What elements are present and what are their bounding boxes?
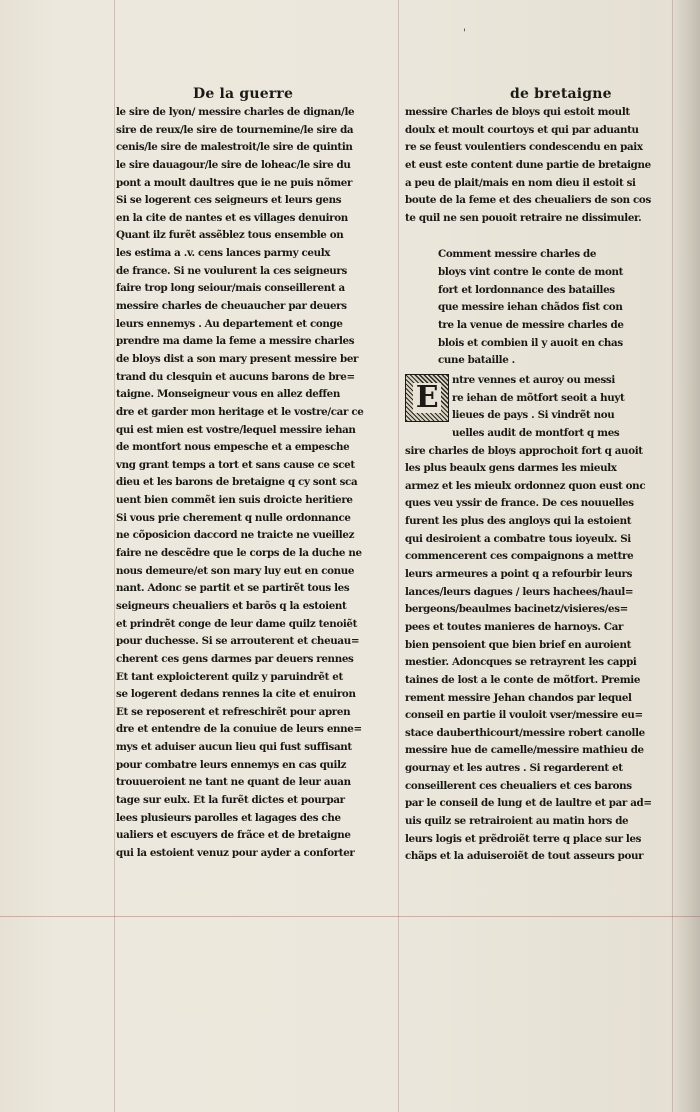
chapter-heading bbox=[438, 246, 668, 369]
text-line: taigne. Monseigneur vous en allez deffen bbox=[116, 388, 340, 401]
text-line: a peu de plait/mais en nom dieu il estoit si bbox=[405, 176, 636, 189]
text-line: ualiers et escuyers de frãce et de bretaigne bbox=[116, 829, 351, 842]
text-line: tre la venue de messire charles de bbox=[438, 319, 624, 332]
text-line: tage sur eulx. Et la furẽt dictes et pourpar bbox=[116, 793, 345, 806]
text-line: uent bien commẽt ien suis droicte heritiere bbox=[116, 494, 353, 507]
running-head-left: De la guerre bbox=[193, 86, 294, 102]
text-line: Et tant exploicterent quilz y paruindrẽt et bbox=[116, 670, 343, 683]
right-column-top-text bbox=[405, 104, 669, 227]
text-line: taines de lost a le conte de mõtfort. Premie bbox=[405, 673, 641, 686]
text-line: sire charles de bloys approchoit fort q auoit bbox=[405, 444, 643, 457]
text-line: uelles audit de montfort q mes bbox=[452, 426, 620, 439]
text-line: pour duchesse. Si se arrouterent et cheuau= bbox=[116, 635, 360, 648]
text-line: leurs armeures a point q a refourbir leurs bbox=[405, 568, 633, 581]
text-line: cenis/le sire de malestroit/le sire de quintin bbox=[116, 141, 353, 154]
text-line: ntre vennes et auroy ou messi bbox=[452, 373, 615, 386]
text-line: sire de reux/le sire de tournemine/le sire da bbox=[116, 123, 354, 136]
text-line: Comment messire charles de bbox=[438, 248, 597, 261]
text-line: le sire de lyon/ messire charles de dignan/le bbox=[116, 106, 355, 118]
text-line: furent les plus des angloys qui la estoient bbox=[405, 515, 632, 528]
text-line: cherent ces gens darmes par deuers rennes bbox=[116, 652, 354, 665]
text-line: les estima a .v. cens lances parmy ceulx bbox=[116, 247, 331, 260]
text-line: de montfort nous empesche et a empesche bbox=[116, 441, 350, 454]
initial-letter: E bbox=[413, 383, 442, 413]
text-line: messire charles de cheuaucher par deuers bbox=[116, 300, 347, 313]
top-mark: ' bbox=[463, 28, 466, 39]
text-line: bloys vint contre le conte de mont bbox=[438, 266, 624, 279]
chapter-paragraph bbox=[405, 372, 669, 866]
text-line: conseil en partie il vouloit vser/messire eu= bbox=[405, 709, 643, 722]
text-line: dieu et les barons de bretaigne q cy sont sca bbox=[116, 476, 358, 489]
text-line: se logerent dedans rennes la cite et enuiron bbox=[116, 688, 356, 701]
text-line: faire trop long seiour/mais conseillerent a bbox=[116, 282, 345, 295]
text-line: pont a moult daultres que ie ne puis nõmer bbox=[116, 176, 353, 189]
text-line: commencerent ces compaignons a mettre bbox=[405, 550, 634, 563]
text-line: qui est mien est vostre/lequel messire iehan bbox=[116, 423, 356, 436]
left-text-column bbox=[116, 104, 394, 863]
text-line: mestier. Adoncques se retrayrent les cappi bbox=[405, 656, 637, 669]
text-line: te quil ne sen pouoit retraire ne dissimuler. bbox=[405, 211, 642, 224]
text-line: leurs logis et prẽdroiẽt terre q place sur les bbox=[405, 832, 642, 845]
text-line: le sire dauagour/le sire de loheac/le sire du bbox=[116, 158, 351, 171]
text-line: nant. Adonc se partit et se partirẽt tous les bbox=[116, 582, 350, 595]
text-line: blois et combien il y auoit en chas bbox=[438, 336, 623, 349]
text-line: lances/leurs dagues / leurs hachees/haul= bbox=[405, 585, 634, 598]
text-line: en la cite de nantes et es villages denuiron bbox=[116, 211, 348, 224]
text-line: que messire iehan chãdos fist con bbox=[438, 301, 623, 314]
text-line: re iehan de mõtfort seoit a huyt bbox=[452, 391, 625, 404]
text-line: de france. Si ne voulurent la ces seigneurs bbox=[116, 264, 347, 277]
text-line: messire hue de camelle/messire mathieu de bbox=[405, 744, 644, 757]
text-line: fort et lordonnance des batailles bbox=[438, 283, 615, 296]
text-line: rement messire Jehan chandos par lequel bbox=[405, 691, 632, 704]
text-line: qui desiroient a combatre tous ioyeulx. Si bbox=[405, 532, 631, 545]
text-line: re se feust voulentiers condescendu en paix bbox=[405, 141, 643, 154]
page-edge-shadow bbox=[670, 0, 700, 1112]
text-line: stace dauberthicourt/messire robert canolle bbox=[405, 726, 645, 739]
text-line: chãps et la aduiseroiẽt de tout asseurs pour bbox=[405, 850, 644, 863]
text-line: bien pensoient que bien brief en auroient bbox=[405, 638, 632, 651]
text-line: par le conseil de lung et de laultre et par ad= bbox=[405, 797, 652, 810]
text-line: lees plusieurs parolles et lagages des che bbox=[116, 811, 341, 824]
text-line: Si se logerent ces seigneurs et leurs gens bbox=[116, 194, 342, 207]
text-line: lieues de pays . Si vindrẽt nou bbox=[452, 409, 615, 422]
text-line: vng grant temps a tort et sans cause ce scet bbox=[116, 458, 355, 471]
text-line: de bloys dist a son mary present messire ber bbox=[116, 352, 359, 365]
ruling-line bbox=[114, 0, 115, 1112]
text-line: dre et entendre de la conuiue de leurs enne= bbox=[116, 723, 362, 736]
text-line: nous demeure/et son mary luy eut en conue bbox=[116, 564, 355, 577]
text-line: pour combatre leurs ennemys en cas quilz bbox=[116, 758, 347, 771]
text-line: cune bataille . bbox=[438, 354, 515, 367]
text-line: gournay et les autres . Si regarderent et bbox=[405, 762, 623, 775]
text-line: et eust este content dune partie de bretaigne bbox=[405, 158, 651, 171]
text-line: pees et toutes manieres de harnoys. Car bbox=[405, 620, 624, 633]
text-line: trand du clesquin et aucuns barons de bre= bbox=[116, 370, 355, 383]
text-line: Et se reposerent et refreschirẽt pour apren bbox=[116, 705, 351, 718]
text-line: qui la estoient venuz pour ayder a conforter bbox=[116, 846, 355, 859]
text-line: boute de la feme et des cheualiers de son cos bbox=[405, 194, 651, 207]
running-head-right: de bretaigne bbox=[510, 86, 612, 102]
right-text-column bbox=[405, 104, 669, 866]
text-line: messire Charles de bloys qui estoit moult bbox=[405, 106, 630, 118]
text-line: ne cõposicion daccord ne traicte ne vueillez bbox=[116, 529, 355, 542]
text-line: seigneurs cheualiers et barõs q la estoient bbox=[116, 599, 347, 612]
text-line: bergeons/beaulmes bacinetz/visieres/es= bbox=[405, 603, 628, 616]
text-line: conseillerent ces cheualiers et ces barons bbox=[405, 779, 632, 792]
text-line: trouueroient ne tant ne quant de leur auan bbox=[116, 776, 351, 789]
text-line: mys et aduiser aucun lieu qui fust suffisant bbox=[116, 741, 352, 754]
text-line: Si vous prie cherement q nulle ordonnance bbox=[116, 511, 351, 524]
text-line: uis quilz se retrairoient au matin hors de bbox=[405, 814, 629, 827]
decorated-initial bbox=[405, 374, 449, 422]
text-line: ques veu yssir de france. De ces nouuelles bbox=[405, 497, 634, 510]
text-line: prendre ma dame la feme a messire charles bbox=[116, 335, 355, 348]
text-line: doulx et moult courtoys et qui par aduantu bbox=[405, 123, 639, 136]
paragraph-body bbox=[405, 443, 669, 866]
text-line: et prindrẽt conge de leur dame quilz tenoiẽt bbox=[116, 617, 358, 630]
text-line: armez et les mieulx ordonnez quon eust onc bbox=[405, 479, 646, 492]
text-line: dre et garder mon heritage et le vostre/car ce bbox=[116, 405, 364, 418]
text-line: leurs ennemys . Au departement et conge bbox=[116, 317, 343, 330]
ruling-line bbox=[0, 916, 700, 917]
text-line: faire ne descẽdre que le corps de la duche ne bbox=[116, 547, 362, 560]
text-line: les plus beaulx gens darmes les mieulx bbox=[405, 462, 617, 475]
ruling-line bbox=[398, 0, 399, 1112]
text-line: Quant ilz furẽt assẽblez tous ensemble on bbox=[116, 229, 344, 242]
